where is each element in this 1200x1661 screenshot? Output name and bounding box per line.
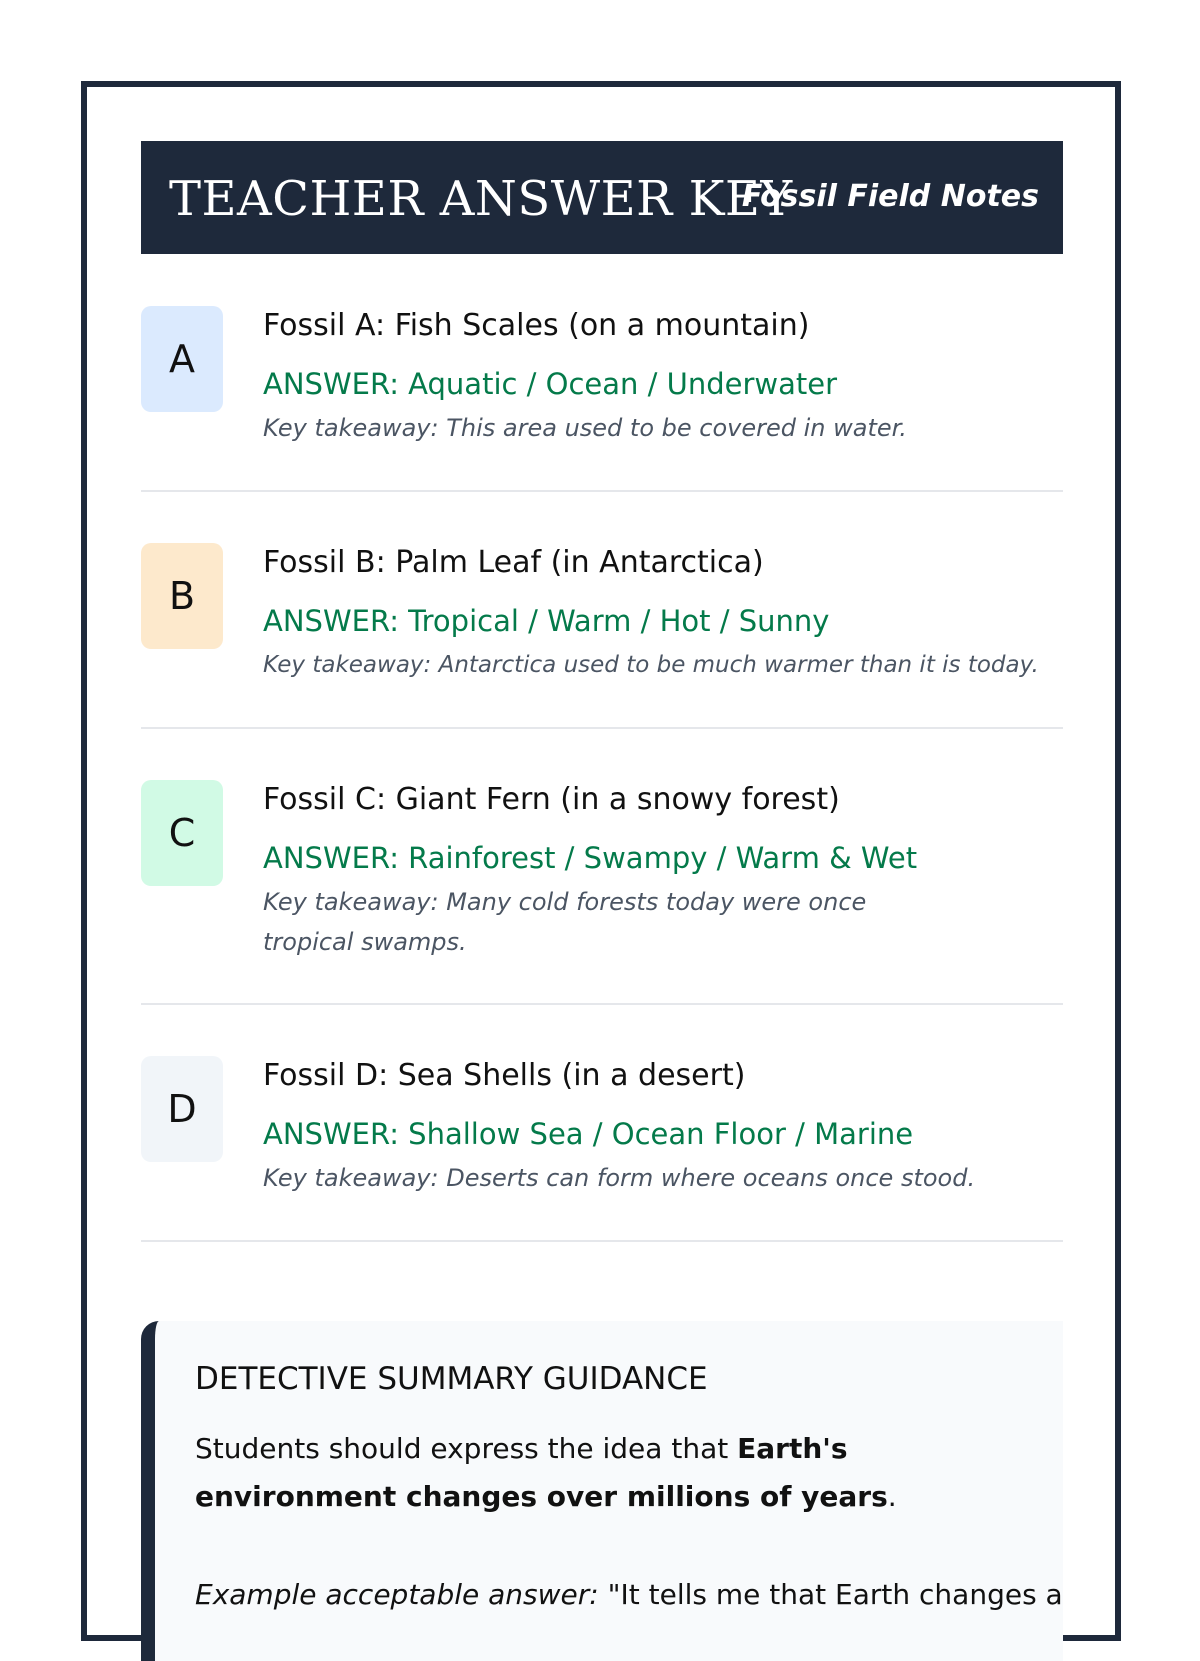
fossil-takeaway: Key takeaway: Deserts can form where oceans once stood. xyxy=(263,1164,976,1192)
fossil-body xyxy=(263,1056,1063,1198)
fossil-badge-a: A xyxy=(141,306,223,412)
page-subtitle: Fossil Field Notes xyxy=(741,179,1039,214)
fossil-takeaway: Key takeaway: Many cold forests today were once tropical swamps. xyxy=(263,888,867,956)
fossil-item-a xyxy=(141,306,1063,492)
fossil-answer: ANSWER: Tropical / Warm / Hot / Sunny xyxy=(263,604,830,638)
fossil-item-d xyxy=(141,1056,1063,1242)
example-label: Example acceptable answer: xyxy=(195,1578,599,1611)
fossil-takeaway: Key takeaway: This area used to be covered in water. xyxy=(263,414,907,442)
fossil-body xyxy=(263,306,1063,448)
fossil-item-c xyxy=(141,780,1063,1005)
answer-key-sheet xyxy=(81,81,1121,1641)
summary-title: DETECTIVE SUMMARY GUIDANCE xyxy=(195,1361,708,1397)
summary-example xyxy=(195,1571,1095,1619)
summary-text-end: . xyxy=(887,1480,897,1513)
summary-text-emphasis: Earth's environment changes over millions of years xyxy=(195,1432,888,1513)
fossil-answer: ANSWER: Rainforest / Swampy / Warm & Wet xyxy=(263,841,918,875)
fossil-title: Fossil D: Sea Shells (in a desert) xyxy=(263,1058,746,1093)
summary-guidance-panel xyxy=(141,1321,1063,1661)
example-text: "It tells me that Earth changes a xyxy=(598,1578,1063,1611)
fossil-badge-b: B xyxy=(141,543,223,649)
summary-text-lead: Students should express the idea that xyxy=(195,1432,738,1465)
fossil-answer: ANSWER: Shallow Sea / Ocean Floor / Marine xyxy=(263,1117,914,1151)
fossil-badge-c: C xyxy=(141,780,223,886)
fossil-takeaway: Key takeaway: Antarctica used to be much warmer than it is today. xyxy=(263,652,1039,678)
header-banner xyxy=(141,141,1063,254)
fossil-answer: ANSWER: Aquatic / Ocean / Underwater xyxy=(263,367,838,401)
fossil-item-b xyxy=(141,543,1063,729)
fossil-title: Fossil B: Palm Leaf (in Antarctica) xyxy=(263,545,764,580)
fossil-title: Fossil A: Fish Scales (on a mountain) xyxy=(263,308,810,343)
fossil-badge-d: D xyxy=(141,1056,223,1162)
summary-text xyxy=(195,1425,1035,1521)
fossil-body xyxy=(263,543,1063,685)
fossil-body xyxy=(263,780,1063,962)
fossil-title: Fossil C: Giant Fern (in a snowy forest) xyxy=(263,782,840,817)
page-title: TEACHER ANSWER KEY xyxy=(169,171,793,227)
